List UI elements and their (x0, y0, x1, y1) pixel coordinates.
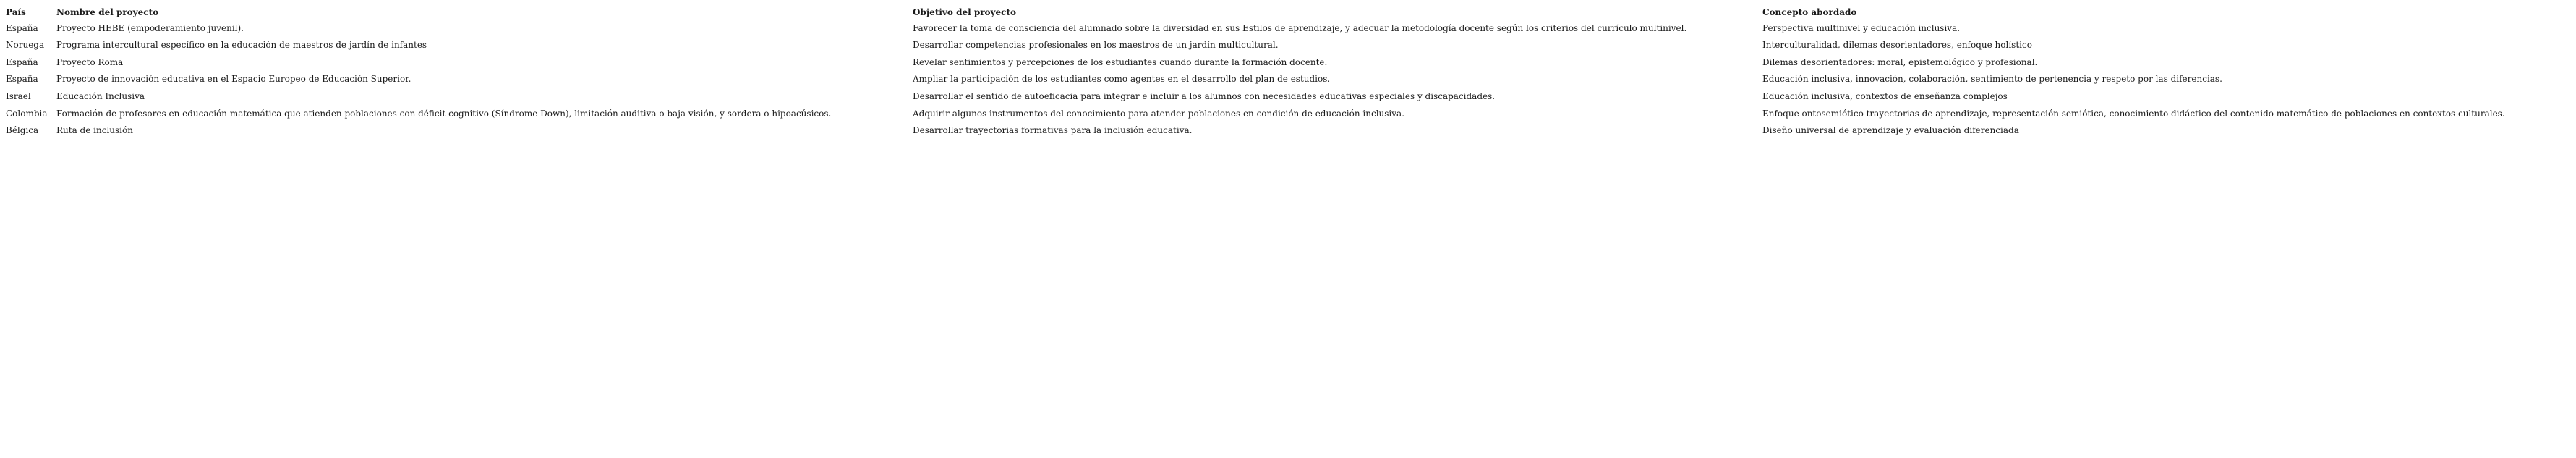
header-concepto: Concepto abordado (1762, 7, 1857, 17)
cell-concepto: Perspectiva multinivel y educación inclusiva. (1762, 22, 1961, 33)
header-pais: País (6, 7, 26, 17)
cell-nombre: Proyecto de innovación educativa en el Espacio Europeo de Educación Superior. (56, 74, 411, 85)
cell-objetivo: Desarrollar trayectorias formativas para la inclusión educativa. (913, 125, 1193, 136)
header-nombre: Nombre del proyecto (56, 7, 159, 17)
cell-objetivo: Favorecer la toma de consciencia del alumnado sobre la diversidad en sus Estilos de aprendizaje, y adecuar la metodología docente según los criterios del currículo multinivel. (913, 22, 1687, 33)
cell-objetivo: Desarrollar competencias profesionales en los maestros de un jardín multicultural. (913, 40, 1279, 51)
cell-objetivo: Desarrollar el sentido de autoeficacia para integrar e incluir a los alumnos con necesidades educativas especiales y discapacidades. (913, 90, 1496, 101)
cell-pais: España (6, 74, 38, 85)
cell-nombre: Formación de profesores en educación matemática que atienden poblaciones con déficit cognitivo (Síndrome Down), limitación auditiva o baja visión, y sordera o hipoacúsicos. (56, 108, 832, 119)
cell-pais: Colombia (6, 108, 48, 119)
cell-concepto: Interculturalidad, dilemas desorientadores, enfoque holístico (1762, 40, 2032, 51)
cell-concepto: Enfoque ontosemiótico trayectorias de aprendizaje, representación semiótica, conocimiento didáctico del contenido matemático de poblaciones en contextos culturales. (1762, 108, 2505, 119)
cell-pais: Noruega (6, 40, 45, 51)
table-row (0, 72, 2576, 90)
cell-nombre: Programa intercultural específico en la educación de maestros de jardín de infantes (56, 40, 427, 51)
table-row (0, 38, 2576, 56)
cell-concepto: Educación inclusiva, contextos de enseñanza complejos (1762, 90, 2008, 101)
cell-concepto: Educación inclusiva, innovación, colaboración, sentimiento de pertenencia y respeto por las diferencias. (1762, 74, 2222, 85)
projects-table (0, 6, 2576, 141)
table-header (0, 6, 2576, 22)
cell-pais: Bélgica (6, 125, 39, 136)
cell-concepto: Diseño universal de aprendizaje y evaluación diferenciada (1762, 125, 2019, 136)
cell-objetivo: Revelar sentimientos y percepciones de los estudiantes cuando durante la formación docente. (913, 56, 1328, 67)
table-body (0, 22, 2576, 141)
header-row (0, 6, 2576, 22)
table-row (0, 107, 2576, 124)
header-objetivo: Objetivo del proyecto (913, 7, 1017, 17)
cell-nombre: Proyecto Roma (56, 56, 124, 67)
cell-nombre: Educación Inclusiva (56, 90, 145, 101)
cell-objetivo: Adquirir algunos instrumentos del conocimiento para atender poblaciones en condición de educación inclusiva. (913, 108, 1405, 119)
cell-pais: Israel (6, 90, 31, 101)
table-row (0, 90, 2576, 107)
cell-nombre: Proyecto HEBE (empoderamiento juvenil). (56, 22, 244, 33)
cell-nombre: Ruta de inclusión (56, 125, 133, 136)
table-row (0, 56, 2576, 73)
cell-pais: España (6, 56, 38, 67)
cell-pais: España (6, 22, 38, 33)
table-row (0, 22, 2576, 39)
table-row (0, 124, 2576, 141)
cell-objetivo: Ampliar la participación de los estudiantes como agentes en el desarrollo del plan de estudios. (913, 74, 1331, 85)
cell-concepto: Dilemas desorientadores: moral, epistemológico y profesional. (1762, 56, 2038, 67)
